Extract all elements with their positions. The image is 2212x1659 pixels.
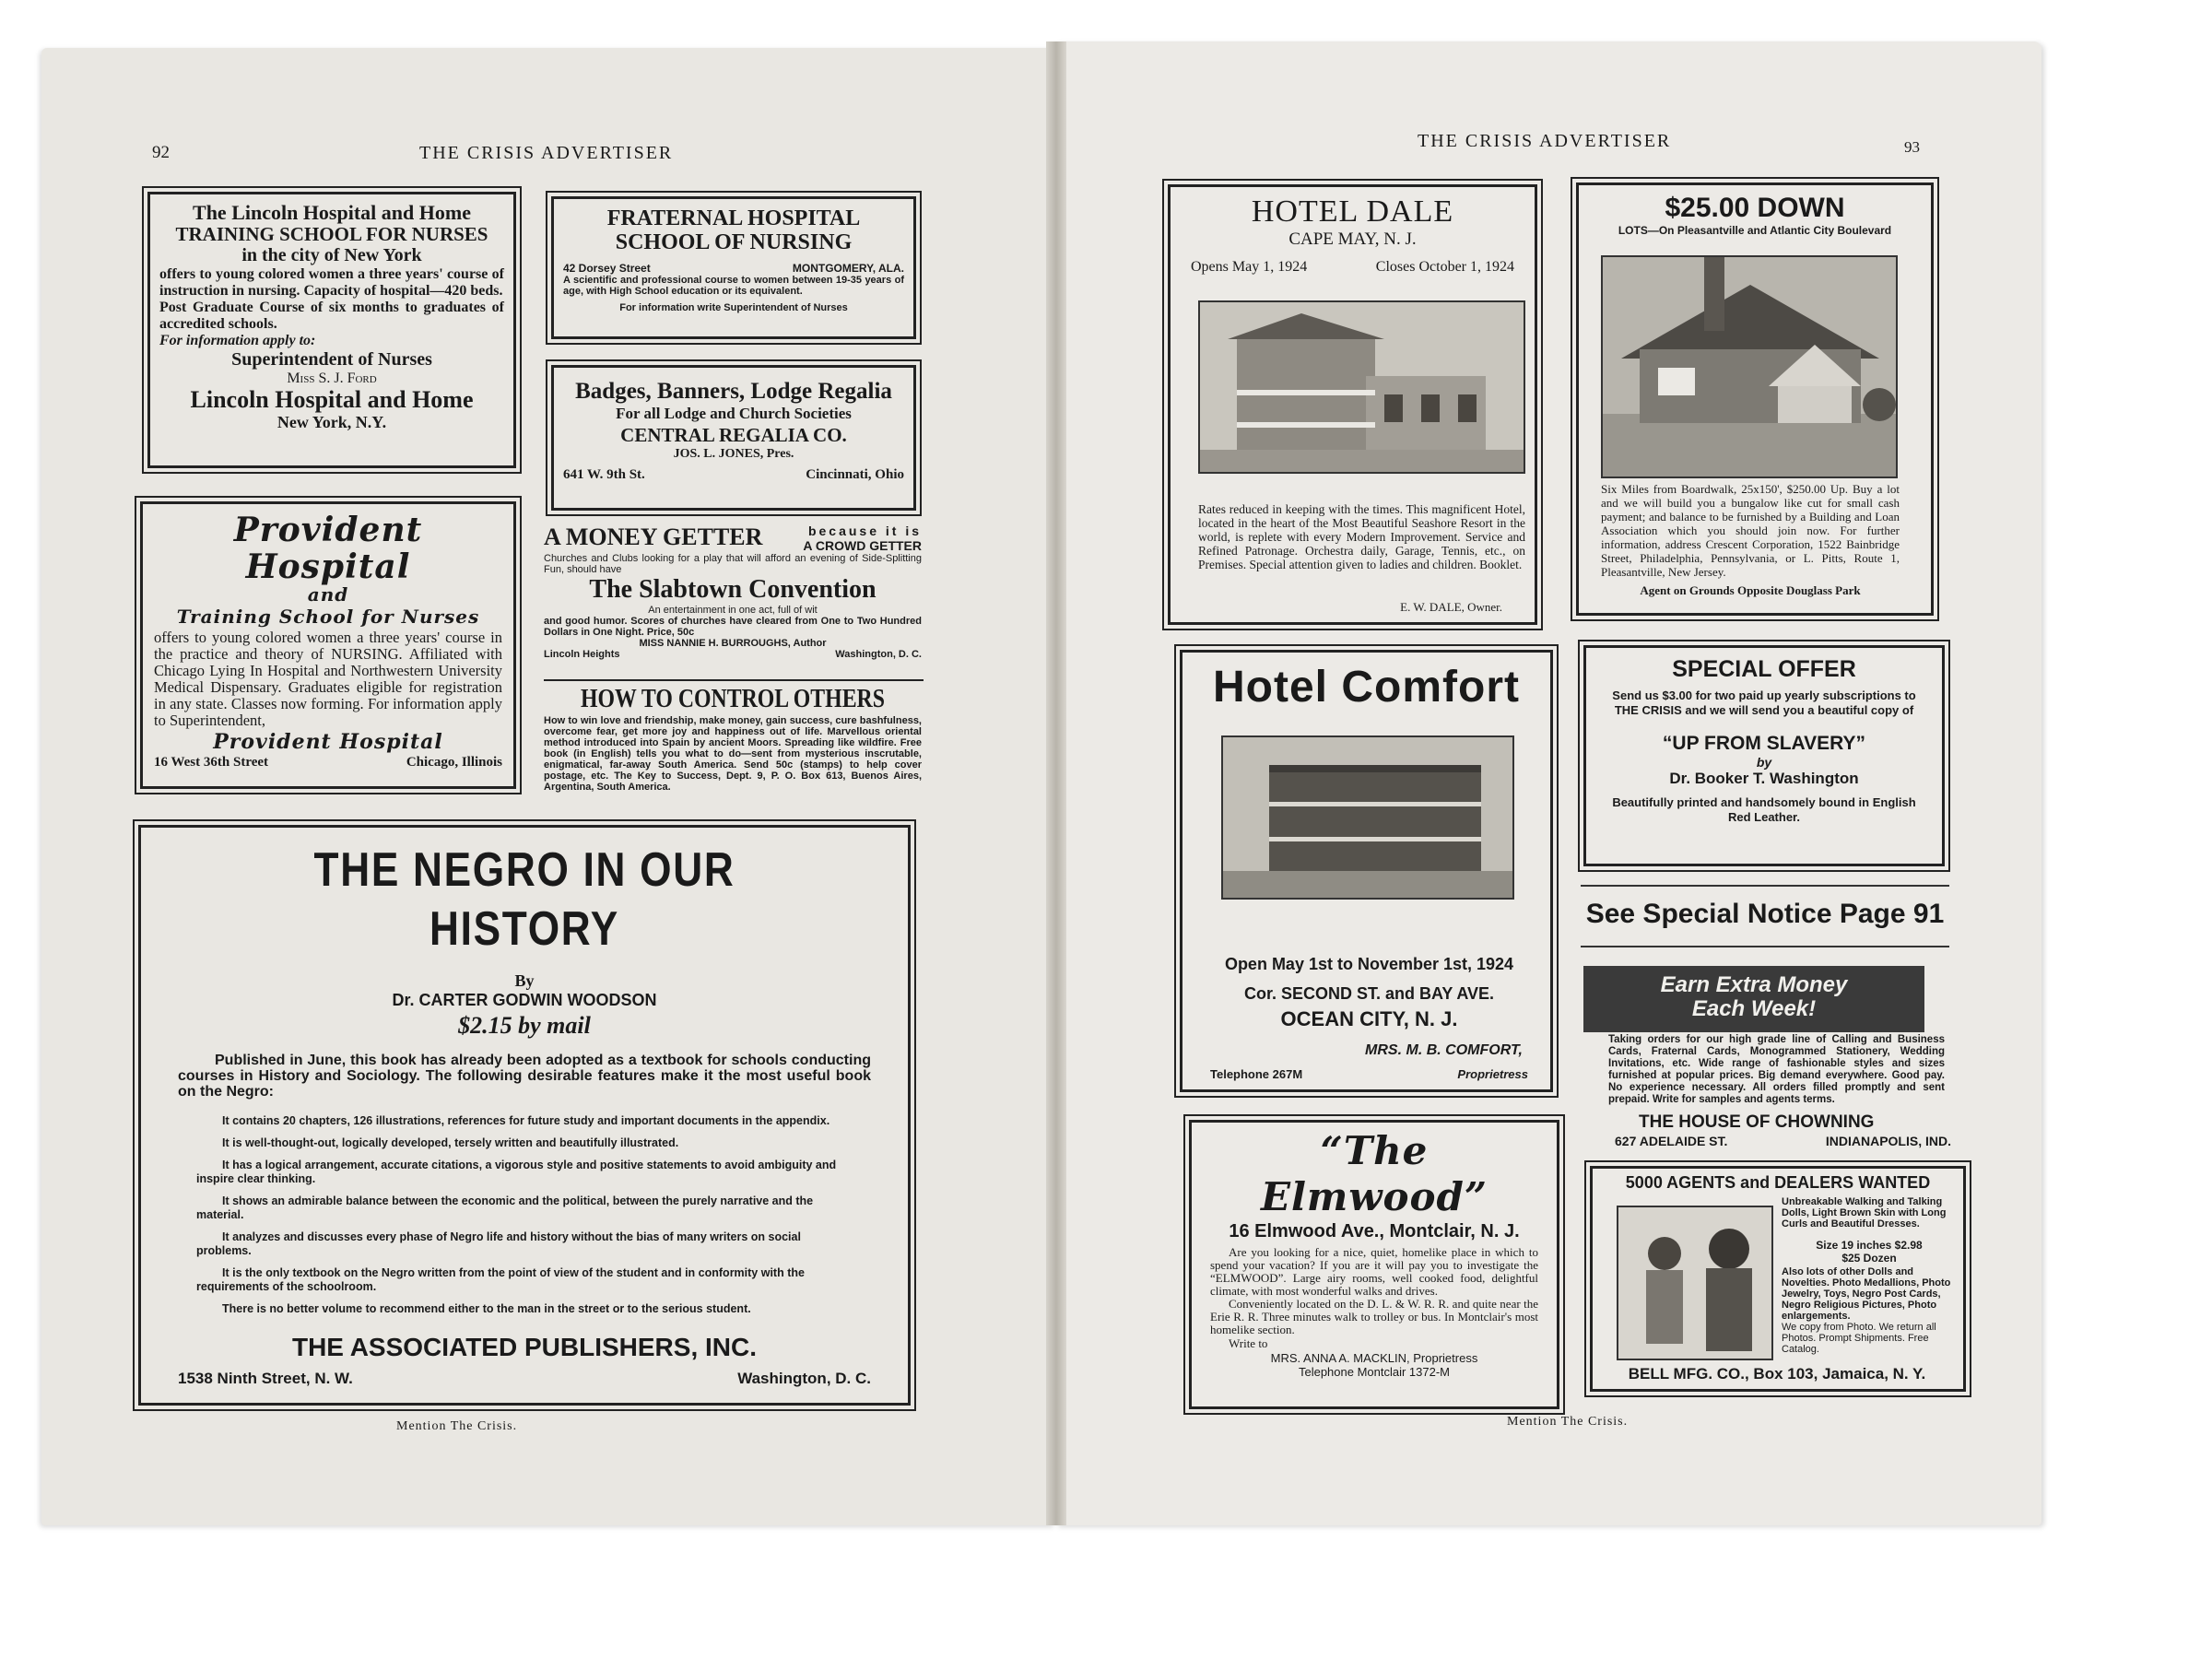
elmwood-body1: Are you looking for a nice, quiet, homelike place in which to spend your vacation? If you are it will pay you to investigate the “ELMWOOD”. Large airy rooms, well cooked food, delightful climate, with most wonderful walks and drives. xyxy=(1210,1245,1538,1298)
slabtown-city: Washington, D. C. xyxy=(835,649,922,660)
negro-title: THE NEGRO IN OUR HISTORY xyxy=(313,843,735,956)
elmwood-write: Write to xyxy=(1229,1336,1268,1350)
dolls-body2: Also lots of other Dolls and Novelties. Photo Medallions, Photo Jewelry, Toys, Negro Post Cards, Negro Religious Pictures, Photo enlargements. xyxy=(1782,1266,1951,1322)
dolls-company: BELL MFG. CO., Box 103, Jamaica, N. Y. xyxy=(1628,1365,1926,1382)
comfort-dates: Open May 1st to November 1st, 1924 xyxy=(1224,955,1514,973)
earn-banner xyxy=(1583,966,1924,1032)
control-body: How to win love and friendship, make money, gain success, cure bashfulness, overcome fear, get more joy and happiness out of life. Marvellous oriental method introduced into Spain by ancient Moors. Spreading like wildfire. Free book (in English) tells you what to do—sent from mysterious inscrutable, enigmatical, far-away South America. Send 50c (stamps) to help cover postage, etc. The Key to Success, Dept. 9, P. O. Box 613, Buenos Aires, Argentina, South America. xyxy=(544,715,922,793)
fraternal-address: 42 Dorsey Street xyxy=(563,262,651,275)
elmwood-title: “The Elmwood” xyxy=(1260,1128,1488,1219)
lincoln-city: in the city of New York xyxy=(241,245,422,265)
comfort-role: Proprietress xyxy=(1457,1067,1528,1081)
slabtown-because: because it is xyxy=(807,524,922,538)
comfort-phone: Telephone 267M xyxy=(1210,1067,1303,1081)
dale-title: HOTEL DALE xyxy=(1251,194,1454,229)
slabtown-sub: An entertainment in one act, full of wit xyxy=(648,605,818,616)
provident-title: Provident Hospital xyxy=(233,511,423,586)
ad-special-offer xyxy=(1583,645,1945,866)
provident-city: Chicago, Illinois xyxy=(406,755,502,770)
slabtown-address: Lincoln Heights xyxy=(544,649,620,660)
earn-company: THE HOUSE OF CHOWNING xyxy=(1639,1112,1875,1132)
ad-lots-down xyxy=(1576,182,1934,616)
regalia-sub: For all Lodge and Church Societies xyxy=(616,405,852,422)
control-title: HOW TO CONTROL OTHERS xyxy=(580,685,885,713)
dale-owner: E. W. DALE, Owner. xyxy=(1400,600,1502,614)
right-running-head: THE CRISIS ADVERTISER xyxy=(1418,131,1672,151)
comfort-owner: MRS. M. B. COMFORT, xyxy=(1365,1042,1523,1058)
lots-title: $25.00 DOWN xyxy=(1665,193,1845,223)
offer-body: Send us $3.00 for two paid up yearly subscriptions to THE CRISIS and we will send you a beautiful copy of xyxy=(1612,688,1916,717)
earn-banner-line2: Each Week! xyxy=(1691,996,1817,1021)
dolls-photo xyxy=(1617,1206,1773,1360)
slabtown-author: MISS NANNIE H. BURROUGHS, Author xyxy=(639,638,827,649)
lincoln-name: Miss S. J. Ford xyxy=(287,371,377,386)
slabtown-body: and good humor. Scores of churches have cleared from One to Two Hundred Dollars in One Night. Price, 50c xyxy=(544,616,922,638)
lincoln-subtitle: TRAINING SCHOOL FOR NURSES xyxy=(175,223,488,245)
provident-signature: Provident Hospital xyxy=(213,730,443,754)
provident-subtitle: Training School for Nurses xyxy=(176,606,480,628)
dale-place: CAPE MAY, N. J. xyxy=(1288,229,1417,249)
lincoln-location: New York, N.Y. xyxy=(276,413,387,431)
left-footer: Mention The Crisis. xyxy=(396,1419,518,1433)
divider xyxy=(544,679,924,681)
provident-address: 16 West 36th Street xyxy=(154,755,269,770)
negro-publisher: THE ASSOCIATED PUBLISHERS, INC. xyxy=(291,1333,758,1361)
slabtown-head: A MONEY GETTER xyxy=(544,524,763,550)
negro-feature: It analyzes and discusses every phase of Negro life and history without the bias of many writers on social problems. xyxy=(196,1230,801,1257)
lincoln-info: For information apply to: xyxy=(159,333,316,348)
negro-feature: It shows an admirable balance between the economic and the political, between the purely narrative and the material. xyxy=(196,1194,814,1221)
ad-provident-hospital xyxy=(140,501,516,789)
elmwood-address: 16 Elmwood Ave., Montclair, N. J. xyxy=(1229,1221,1520,1241)
comfort-title: Hotel Comfort xyxy=(1213,663,1520,712)
offer-title: SPECIAL OFFER xyxy=(1672,656,1856,682)
elmwood-phone: Telephone Montclair 1372-M xyxy=(1298,1365,1451,1379)
ad-hotel-dale xyxy=(1168,184,1537,625)
slabtown-crowd: A CROWD GETTER xyxy=(803,538,922,553)
right-footer: Mention The Crisis. xyxy=(1507,1415,1629,1429)
lincoln-body: offers to young colored women a three years' course of instruction in nursing. Capacity of hospital—420 beds. xyxy=(159,266,504,299)
negro-feature: It has a logical arrangement, accurate citations, a vigorous style and positive statements to avoid ambiguity and inspire clear thinking. xyxy=(196,1159,837,1185)
divider xyxy=(1581,885,1949,887)
comfort-corner: Cor. SECOND ST. and BAY AVE. xyxy=(1243,984,1495,1003)
fraternal-title: FRATERNAL HOSPITAL SCHOOL OF NURSING xyxy=(606,206,861,254)
slabtown-intro: Churches and Clubs looking for a play that will afford an evening of Side-Splitting Fun, should have xyxy=(544,553,922,575)
comfort-city: OCEAN CITY, N. J. xyxy=(1280,1007,1458,1030)
offer-binding: Beautifully printed and handsomely bound in English Red Leather. xyxy=(1612,795,1916,824)
earn-address: 627 ADELAIDE ST. xyxy=(1615,1134,1728,1148)
lots-body: Six Miles from Boardwalk, 25x150', $250.00 Up. Buy a lot and we will build you a bungalow like cut for small cash payment; and balance to be furnished by a Building and Loan Association which you should join now. For further information, address Crescent Corporation, 1522 Bainbridge Street, Philadelphia, Pennsylvania, or L. Pitts, Route 1, Pleasantville, New Jersey. xyxy=(1601,482,1900,579)
left-page-number: 92 xyxy=(152,143,170,162)
regalia-address: 641 W. 9th St. xyxy=(563,467,645,482)
binding-gutter xyxy=(1046,41,1066,1525)
negro-city: Washington, D. C. xyxy=(737,1370,871,1387)
offer-book: “UP FROM SLAVERY” xyxy=(1662,733,1866,754)
negro-author: Dr. CARTER GODWIN WOODSON xyxy=(392,991,657,1009)
dolls-title: 5000 AGENTS and DEALERS WANTED xyxy=(1625,1173,1931,1192)
ad-slabtown-convention xyxy=(544,524,922,682)
regalia-city: Cincinnati, Ohio xyxy=(806,467,904,482)
left-running-head: THE CRISIS ADVERTISER xyxy=(419,143,674,163)
negro-price: $2.15 by mail xyxy=(458,1012,591,1039)
offer-by: by xyxy=(1756,755,1772,770)
right-page-number: 93 xyxy=(1904,138,1920,156)
negro-feature: It is the only textbook on the Negro written from the point of view of the student and in conformity with the requirements of the schoolroom. xyxy=(196,1266,805,1293)
lots-agent: Agent on Grounds Opposite Douglass Park xyxy=(1640,583,1861,597)
divider xyxy=(1581,946,1949,947)
hotel-comfort-photo xyxy=(1221,735,1514,900)
negro-feature: It contains 20 chapters, 126 illustrations, references for future study and important documents in the appendix. xyxy=(222,1114,830,1127)
dale-closes: Closes October 1, 1924 xyxy=(1375,259,1514,275)
dolls-size: Size 19 inches $2.98 xyxy=(1816,1239,1923,1252)
dolls-body1: Unbreakable Walking and Talking Dolls, Light Brown Skin with Long Curls and Beautiful Dresses. xyxy=(1782,1196,1947,1230)
ad-hotel-comfort xyxy=(1180,650,1553,1092)
elmwood-body2: Conveniently located on the D. L. & W. R. R. and quite near the Erie R. R. Three minutes walk to trolley or bus. In Montclair's most homelike section. xyxy=(1210,1297,1538,1336)
lincoln-contact: Superintendent of Nurses xyxy=(231,349,432,370)
negro-feature: It is well-thought-out, logically developed, tersely written and beautifully illustrated. xyxy=(222,1136,679,1149)
lincoln-postgrad: Post Graduate Course of six months to graduates of accredited schools. xyxy=(159,300,504,332)
dale-body: Rates reduced in keeping with the times. This magnificent Hotel, located in the heart of the Most Beautiful Seashore Resort in the world, is replete with every Modern Improvement. Service and Refined Patronage. Orchestra daily, Garage, Tennis, etc., on Premises. Special attention given to ladies and children. Booklet. xyxy=(1198,502,1525,571)
regalia-title: Badges, Banners, Lodge Regalia xyxy=(575,379,892,404)
ad-elmwood xyxy=(1189,1120,1559,1409)
negro-address: 1538 Ninth Street, N. W. xyxy=(178,1370,353,1387)
regalia-company: CENTRAL REGALIA CO. xyxy=(620,424,847,446)
lincoln-org: Lincoln Hospital and Home xyxy=(190,386,474,413)
provident-and: and xyxy=(307,583,349,606)
bungalow-photo xyxy=(1601,255,1898,478)
ad-dolls xyxy=(1590,1166,1966,1392)
ad-fraternal-hospital xyxy=(551,196,916,339)
regalia-president: JOS. L. JONES, Pres. xyxy=(673,447,794,461)
earn-body: Taking orders for our high grade line of Calling and Business Cards, Fraternal Cards, Monogrammed Stationery, Wedding Invitations, etc. Wide range of fashionable styles and sizes furnished at popular prices. Big demand everywhere. Good pay. No experience necessary. All orders filled promptly and sent prepaid. Write for samples and agents terms. xyxy=(1608,1034,1945,1105)
fraternal-body: A scientific and professional course to women between 19-35 years of age, with High School education or its equivalent. xyxy=(563,275,904,297)
dolls-body3: We copy from Photo. We return all Photos. Prompt Shipments. Free Catalog. xyxy=(1782,1322,1936,1355)
fraternal-city: MONTGOMERY, ALA. xyxy=(792,262,904,275)
negro-intro: Published in June, this book has already been adopted as a textbook for schools conducting courses in History and Sociology. The following desirable features make it the most useful book on the Negro: xyxy=(178,1053,871,1100)
lincoln-title: The Lincoln Hospital and Home xyxy=(193,201,471,224)
slabtown-title: The Slabtown Convention xyxy=(589,575,877,604)
provident-body: offers to young colored women a three years' course in the practice and theory of NURSING. Affiliated with Chicago Lying In Hospital and Northwestern University Medical Dispensary. Graduates eligible for registration in any state. Classes now forming. For information apply to Superintendent, xyxy=(154,629,502,729)
ad-lincoln-hospital xyxy=(147,192,516,468)
earn-banner-line1: Earn Extra Money xyxy=(1660,972,1848,997)
negro-feature: There is no better volume to recommend either to the man in the street or to the serious student. xyxy=(222,1302,751,1315)
ad-control-others xyxy=(544,684,922,808)
dale-opens: Opens May 1, 1924 xyxy=(1191,259,1308,275)
negro-by: By xyxy=(514,971,535,990)
elmwood-owner: MRS. ANNA A. MACKLIN, Proprietress xyxy=(1270,1351,1478,1365)
hotel-dale-photo xyxy=(1198,300,1525,474)
fraternal-info: For information write Superintendent of Nurses xyxy=(619,302,848,313)
offer-author: Dr. Booker T. Washington xyxy=(1669,770,1859,787)
lots-sub: LOTS—On Pleasantville and Atlantic City Boulevard xyxy=(1618,224,1892,237)
dolls-dozen: $25 Dozen xyxy=(1841,1252,1897,1265)
special-notice: See Special Notice Page 91 xyxy=(1585,899,1945,929)
ad-negro-history xyxy=(138,825,911,1406)
earn-city: INDIANAPOLIS, IND. xyxy=(1825,1134,1951,1148)
ad-central-regalia xyxy=(551,365,916,511)
